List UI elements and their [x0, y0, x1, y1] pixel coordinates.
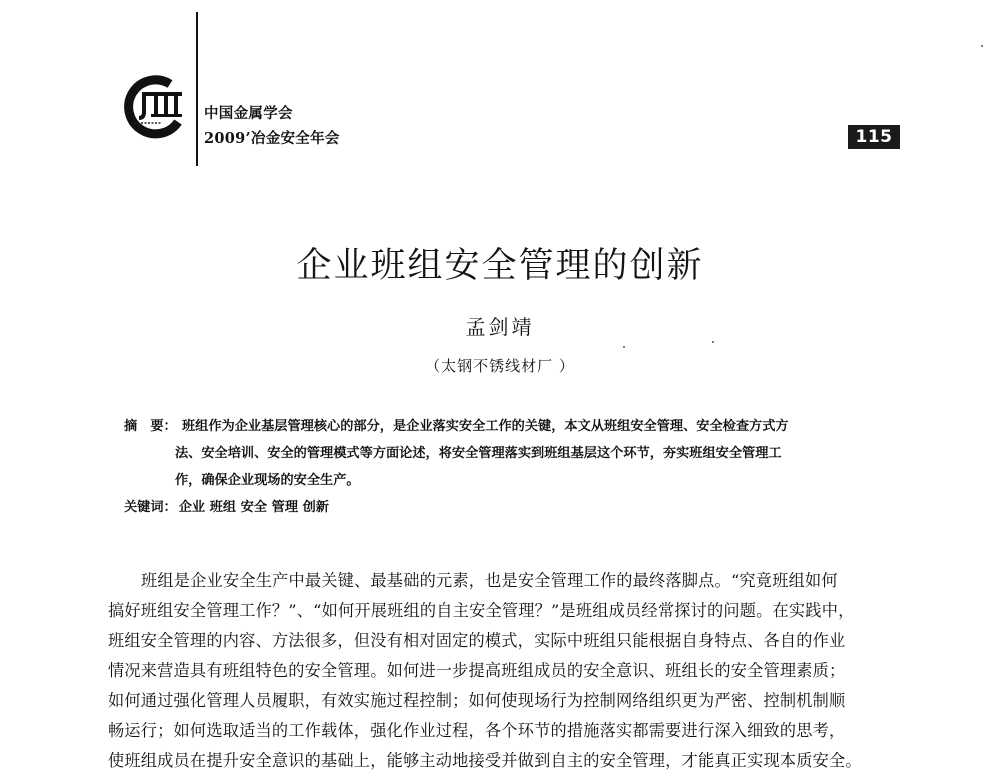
body-line: 畅运行；如何选取适当的工作载体，强化作业过程，各个环节的措施落实都需要进行深入细致的思考， — [108, 721, 846, 740]
keywords-line — [124, 494, 914, 521]
body-paragraph — [108, 566, 908, 770]
body-line: 班组是企业安全生产中最关键、最基础的元素，也是安全管理工作的最终落脚点。“究竟班组如何 — [141, 571, 838, 590]
scan-speck — [981, 45, 983, 47]
body-line: 如何通过强化管理人员履职，有效实施过程控制；如何使现场行为控制网络组织更为严密、控制机制顺 — [108, 691, 846, 710]
body-line-truncated: 使班组成员在提升安全意识的基础上，能够主动地接受并做到自主的安全管理，才能真正实现本质安全。 — [108, 751, 862, 770]
society-logo-icon — [118, 72, 188, 142]
body-line: 班组安全管理的内容、方法很多，但没有相对固定的模式，实际中班组只能根据自身特点、各自的作业 — [108, 631, 846, 650]
journal-header — [204, 101, 340, 151]
keywords-label: 关键词： — [124, 500, 177, 515]
article-author: 孟剑靖 — [465, 315, 535, 339]
header-vertical-rule — [196, 12, 198, 166]
conference-name: 2009’冶金安全年会 — [204, 130, 340, 147]
organization-name: 中国金属学会 — [204, 105, 293, 122]
abstract-line: 作，确保企业现场的安全生产。 — [175, 473, 360, 488]
body-line: 搞好班组安全管理工作？”、“如何开展班组的自主安全管理？”是班组成员经常探讨的问题。在实践中， — [108, 601, 855, 620]
article-title: 企业班组安全管理的创新 — [296, 246, 704, 286]
author-affiliation: （太钢不锈线材厂 ） — [425, 357, 575, 375]
abstract-section — [124, 413, 914, 521]
society-logo — [118, 72, 188, 142]
scan-speck — [712, 341, 714, 343]
keywords-value: 企业 班组 安全 管理 创新 — [178, 500, 329, 515]
abstract-text: 班组作为企业基层管理核心的部分，是企业落实安全工作的关键，本文从班组安全管理、安全检查方式方 — [182, 419, 789, 434]
abstract-label: 摘 要： — [124, 419, 177, 434]
scan-speck — [623, 346, 625, 348]
abstract-line: 法、安全培训、安全的管理模式等方面论述，将安全管理落实到班组基层这个环节，夯实班组安全管理工 — [175, 446, 782, 461]
page-number-badge: 115 — [848, 125, 900, 149]
abstract-line — [124, 413, 914, 440]
body-line: 情况来营造具有班组特色的安全管理。如何进一步提高班组成员的安全意识、班组长的安全管理素质； — [108, 661, 846, 680]
